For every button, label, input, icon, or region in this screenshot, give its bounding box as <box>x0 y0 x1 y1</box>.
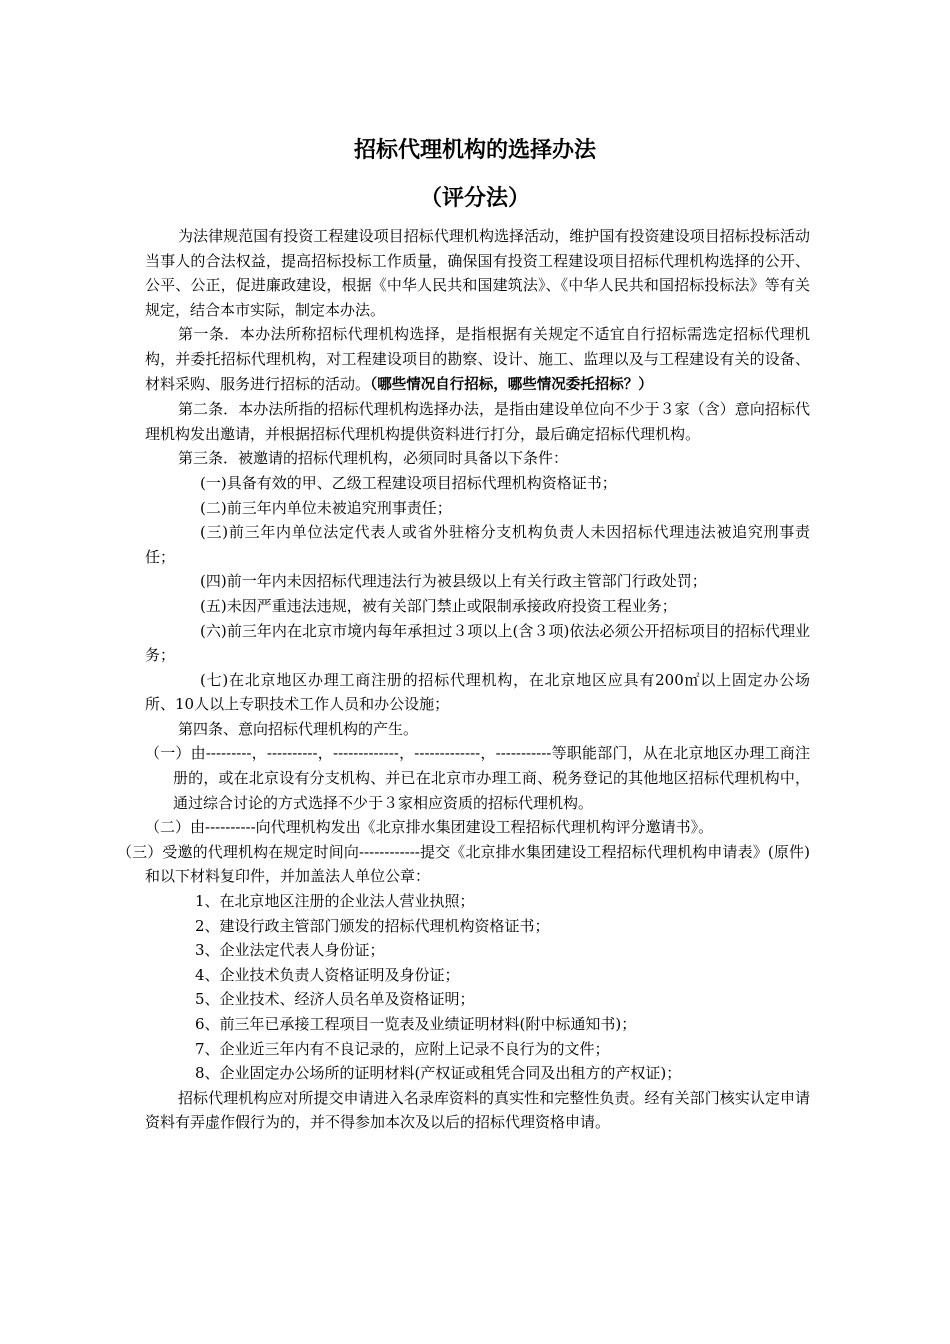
condition-item: (三)前三年内单位法定代表人或省外驻榕分支机构负责人未因招标代理违法被追究刑事责任； <box>145 523 810 566</box>
condition-item: (一)具备有效的甲、乙级工程建设项目招标代理机构资格证书； <box>200 473 617 492</box>
condition-item: (五)未因严重违法违规，被有关部门禁止或限制承接政府投资工程业务； <box>200 596 677 615</box>
article-1-note: （哪些情况自行招标，哪些情况委托招标？） <box>370 376 653 393</box>
material-item: 8、企业固定办公场所的证明材料(产权证或租凭合同及出租方的产权证)； <box>195 1064 682 1083</box>
article-4-item <box>117 840 810 889</box>
closing-paragraph: 招标代理机构应对所提交申请进入名录库资料的真实性和完整性负责。经有关部门核实认定申请资料有弄虚作假行为的，并不得参加本次及以后的招标代理资格申请。 <box>145 1088 810 1132</box>
article-1 <box>145 322 810 397</box>
material-item: 6、前三年已承接工程项目一览表及业绩证明材料(附中标通知书)； <box>195 1015 637 1033</box>
material-item: 1、在北京地区注册的企业法人营业执照； <box>195 892 475 911</box>
material-item: 2、建设行政主管部门颁发的招标代理机构资格证书； <box>195 916 550 935</box>
condition-item: (七)在北京地区办理工商注册的招标代理机构，在北京地区应具有200㎡以上固定办公场所、10人以上专职技术工作人员和办公设施； <box>145 670 810 714</box>
condition-item: (二)前三年内单位未被追究刑事责任； <box>200 498 452 517</box>
article-2: 第二条．本办法所指的招标代理机构选择办法，是指由建设单位向不少于３家（含）意向招标代理机构发出邀请，并根据招标代理机构提供资料进行打分，最后确定招标代理机构。 <box>145 400 810 443</box>
article-4: 第四条、意向招标代理机构的产生。 <box>178 719 419 738</box>
article-4-item: （二）由----------向代理机构发出《北京排水集团建设工程招标代理机构评分邀请书》。 <box>145 818 714 837</box>
article-1-text: 第一条．本办法所称招标代理机构选择，是指根据有关规定不适宜自行招标需选定招标代理机构，并委托招标代理机构，对工程建设项目的勘察、设计、施工、监理以及与工程建设有关的设备、材料采购、服务进行招标的活动。 <box>145 325 810 393</box>
condition-item: (六)前三年内在北京市境内每年承担过３项以上(含３项)依法必须公开招标项目的招标代理业务； <box>145 621 810 665</box>
material-item: 4、企业技术负责人资格证明及身份证； <box>195 965 460 984</box>
condition-item: (四)前一年内未因招标代理违法行为被县级以上有关行政主管部门行政处罚； <box>200 572 707 591</box>
document-body <box>117 224 810 1135</box>
article-3: 第三条．被邀请的招标代理机构，必须同时具备以下条件： <box>178 449 569 468</box>
document-subtitle: （评分法） <box>419 186 530 211</box>
material-item: 7、企业近三年内有不良记录的，应附上记录不良行为的文件； <box>195 1039 610 1058</box>
intro-paragraph: 为法律规范国有投资工程建设项目招标代理机构选择活动，维护国有投资建设项目招标投标活动当事人的合法权益，提高招标投标工作质量，确保国有投资工程建设项目招标代理机构选择的公开、公平、公正，促进廉政建设，根据《中华人民共和国建筑法》、《中华人民共和国招标投标法》等有关规定，结合本市实际，制定本办法。 <box>145 227 810 319</box>
material-item: 3、企业法定代表人身份证； <box>195 941 385 960</box>
article-4-item-text: （三）受邀的代理机构在规定时间向------------提交《北京排水集团建设工程招标代理机构申请表》(原件)和以下材料复印件，并加盖法人单位公章： <box>117 842 810 886</box>
material-item: 5、企业技术、经济人员名单及资格证明； <box>195 990 475 1009</box>
article-4-item: （一）由---------，----------，-------------，-------------，-----------等职能部门，从在北京地区办理工商注册的，或在北京设有分支机构、并已在北京市办理工商、税务登记的其他地区招标代理机构中，通过综合讨论的方式选择不少于３家相应资质的招标代理机构。 <box>145 744 810 812</box>
document-title: 招标代理机构的选择办法 <box>353 138 596 163</box>
